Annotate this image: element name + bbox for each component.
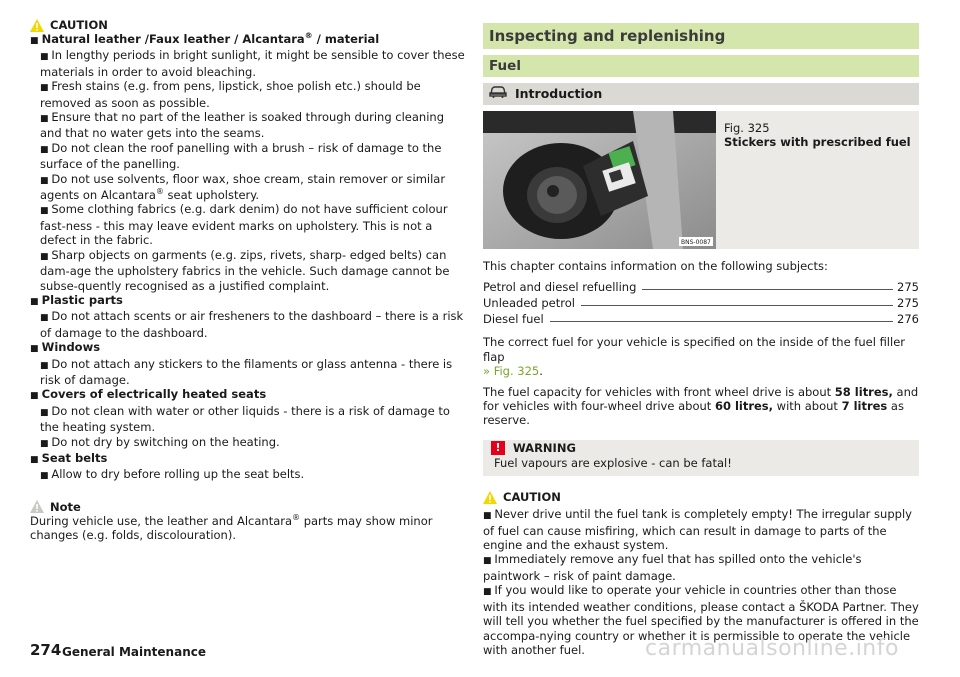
caution-triangle-icon	[483, 491, 497, 504]
correct-fuel-text: The correct fuel for your vehicle is specified on the inside of the fuel filler flap » Fig. 325.	[483, 335, 906, 379]
caution-triangle-icon	[30, 19, 44, 32]
windows-item: ■ Do not attach any stickers to the filaments or glass antenna - there is risk of damage.	[30, 357, 465, 388]
toc-list	[483, 279, 919, 326]
page-number: 274	[30, 641, 62, 659]
warning-box	[483, 440, 919, 476]
caution-item: ■ If you would like to operate your vehicle in countries other than those with its intended weather conditions, please contact a ŠKODA Partner. They will tell you whether the fuel specified by the manufacturer is offered in the accompa-nying country or whether it is permissible to operate the vehicle with another fuel.	[483, 583, 919, 657]
toc-row[interactable]: Unleaded petrol 275	[483, 296, 919, 310]
note-label: Note	[30, 500, 465, 514]
plastic-item: ■ Do not attach scents or air fresheners to the dashboard – there is a risk of damage to the dashboard.	[30, 309, 465, 340]
toc-row[interactable]: Petrol and diesel refuelling 275	[483, 280, 919, 294]
caution-label-right: CAUTION	[483, 490, 919, 504]
left-column	[30, 18, 465, 543]
belts-item: ■ Allow to dry before rolling up the seat belts.	[30, 467, 465, 483]
leather-item: ■ Sharp objects on garments (e.g. zips, rivets, sharp- edged belts) can dam-age the upholstery fabrics in the vehicle. Such damage cannot be subse-quently recognised as a justified complaint.	[30, 248, 465, 293]
windows-heading: ■ Windows	[30, 340, 465, 356]
caution-item: ■ Never drive until the fuel tank is completely empty! The irregular supply of fuel can cause misfiring, which can result in damage to parts of the engine and the exhaust system.	[483, 507, 919, 552]
fuel-subtitle: Fuel	[483, 55, 919, 77]
belts-heading: ■ Seat belts	[30, 451, 465, 467]
leather-item: ■ In lengthy periods in bright sunlight, it might be sensible to cover these materials in order to avoid bleaching.	[30, 48, 465, 79]
warning-label: ! WARNING	[491, 440, 911, 456]
warning-exclamation-icon: !	[491, 441, 505, 455]
leather-item: ■ Do not clean the roof panelling with a brush – risk of damage to the surface of the panelling.	[30, 141, 465, 172]
seats-item: ■ Do not dry by switching on the heating.	[30, 435, 465, 451]
footer-section: General Maintenance	[62, 645, 206, 659]
leather-heading: ■ Natural leather /Faux leather / Alcantara® / material	[30, 32, 465, 48]
right-column	[483, 23, 919, 661]
figure-code: BNS-0087	[681, 239, 711, 246]
fuel-capacity-text: The fuel capacity for vehicles with front wheel drive is about 58 litres, and for vehicles with four-wheel drive about 60 litres, with about 7 litres as reserve.	[483, 384, 919, 428]
leather-item: ■ Ensure that no part of the leather is soaked through during cleaning and that no water gets into the seams.	[30, 110, 465, 141]
figure-link[interactable]: » Fig. 325	[483, 364, 540, 379]
warning-text: Fuel vapours are explosive - can be fatal!	[494, 455, 732, 470]
toc-row[interactable]: Diesel fuel 276	[483, 312, 919, 326]
watermark-text: carmanualsonline.info	[645, 636, 899, 661]
plastic-heading: ■ Plastic parts	[30, 293, 465, 309]
note-text: During vehicle use, the leather and Alcantara® parts may show minor changes (e.g. folds, discolouration).	[30, 512, 433, 543]
figure-caption	[716, 111, 911, 249]
leather-item: ■ Some clothing fabrics (e.g. dark denim) do not have sufficient colour fast-ness - this may leave evident marks on upholstery. This is not a defect in the fabric.	[30, 202, 465, 247]
car-icon	[489, 83, 507, 105]
figure-number: Fig. 325	[724, 121, 770, 135]
fuel-filler-photo	[483, 111, 716, 249]
leather-item: ■ Do not use solvents, floor wax, shoe cream, stain remover or similar agents on Alcantara® seat upholstery.	[30, 172, 465, 203]
introduction-heading: Introduction	[483, 83, 919, 105]
chapter-intro: This chapter contains information on the following subjects:	[483, 259, 828, 273]
caution-label: CAUTION	[30, 18, 465, 32]
section-title: Inspecting and replenishing	[483, 23, 919, 49]
note-triangle-icon	[30, 500, 44, 513]
figure-325	[483, 111, 919, 249]
figure-title: Stickers with prescribed fuel	[724, 135, 911, 150]
caution-item: ■ Immediately remove any fuel that has spilled onto the vehicle's paintwork – risk of paint damage.	[483, 552, 919, 583]
seats-item: ■ Do not clean with water or other liquids - there is a risk of damage to the heating system.	[30, 404, 465, 435]
leather-item: ■ Fresh stains (e.g. from pens, lipstick, shoe polish etc.) should be removed as soon as possible.	[30, 79, 465, 110]
seats-heading: ■ Covers of electrically heated seats	[30, 387, 465, 403]
